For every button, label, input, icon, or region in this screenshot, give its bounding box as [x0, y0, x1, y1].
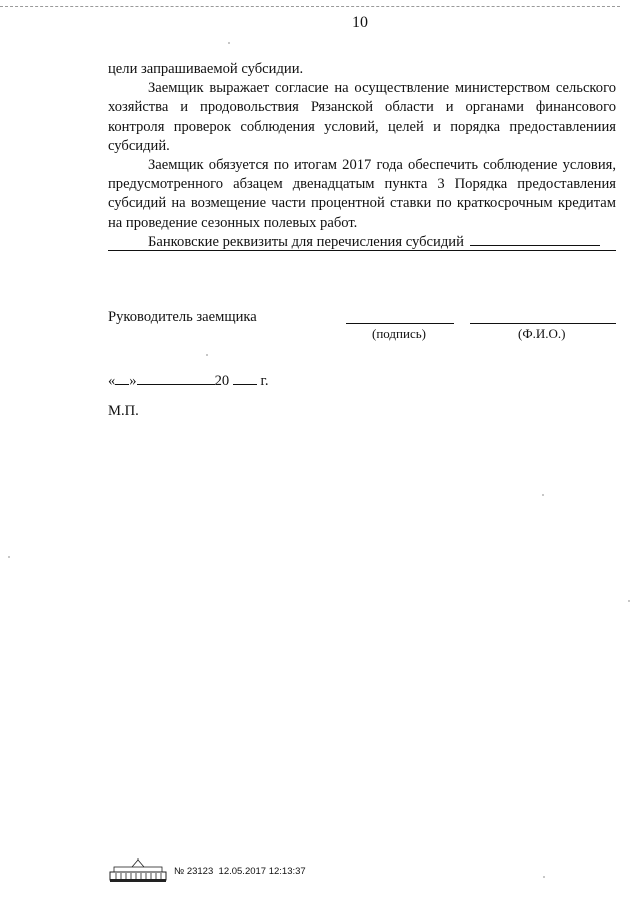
stamp-place-label: М.П.	[108, 403, 139, 419]
name-line	[470, 323, 616, 324]
date-open-quote: «	[108, 373, 116, 389]
year-suffix: г.	[260, 373, 269, 389]
registration-number: № 23123	[174, 866, 214, 877]
signer-label: Руководитель заемщика	[108, 309, 257, 325]
bank-details-label: Банковские реквизиты для перечисления субсидий	[148, 233, 464, 250]
paragraph-purpose-end: цели запрашиваемой субсидии.	[108, 61, 304, 77]
signature-line	[346, 323, 454, 324]
year-prefix: 20	[214, 373, 230, 389]
paragraph-obligation: Заемщик обязуется по итогам 2017 года обеспечить соблюдение условия, предусмотренного абзацем двенадцатым пункта 3 Порядка предоставления субсидий на возмещение части процентной ставки по краткосрочным кредитам на проведение сезонных полевых работ.	[108, 157, 616, 231]
year-blank	[233, 372, 257, 385]
signature-caption: (подпись)	[372, 326, 426, 341]
name-caption: (Ф.И.О.)	[518, 326, 566, 341]
paragraph-consent: Заемщик выражает согласие на осуществление министерством сельского хозяйства и продовольствия Рязанской области и органами финансового контроля проверок соблюдения условий, целей и порядка предоставлениия субсидий.	[108, 80, 616, 154]
scan-speck	[8, 556, 10, 558]
date-line	[108, 372, 269, 390]
registration-timestamp: 12.05.2017 12:13:37	[218, 866, 306, 877]
date-close-quote: »	[129, 373, 137, 389]
day-blank	[115, 372, 129, 385]
bank-details-blank	[470, 233, 600, 246]
scan-speck	[228, 42, 230, 44]
building-logo-icon	[108, 858, 168, 882]
bank-details-full-line	[108, 250, 616, 251]
page-number: 10	[352, 14, 368, 31]
registration-footer	[108, 858, 408, 882]
registration-stamp-text	[174, 866, 306, 877]
scan-speck	[543, 876, 545, 878]
scan-speck	[206, 354, 208, 356]
scan-speck	[628, 600, 630, 602]
scan-speck	[542, 494, 544, 496]
scan-edge-line	[0, 6, 620, 7]
month-blank	[137, 372, 215, 385]
document-body	[108, 60, 616, 252]
